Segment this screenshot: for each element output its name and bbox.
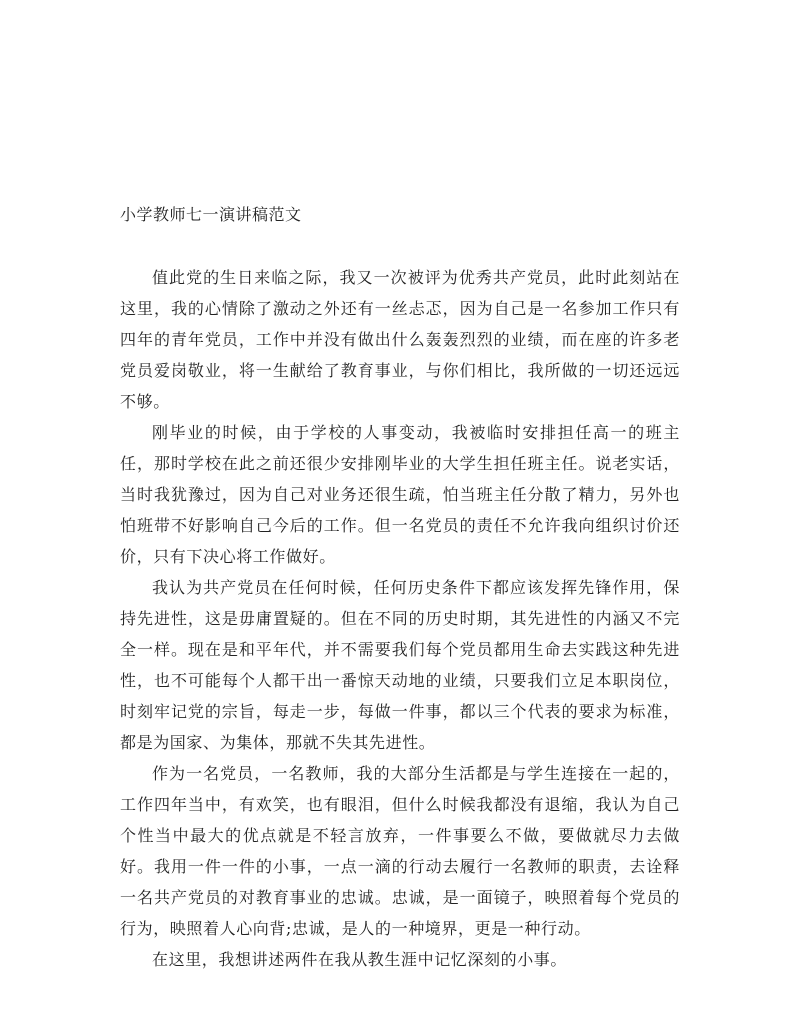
paragraph-3: 我认为共产党员在任何时候，任何历史条件下都应该发挥先锋作用，保持先进性，这是毋庸置疑的。但在不同的历史时期，其先进性的内涵又不完全一样。现在是和平年代，并不需要我们每个党员都用生命去实践这种先进性，也不可能每个人都干出一番惊天动地的业绩，只要我们立足本职岗位，时刻牢记党的宗旨，每走一步，每做一件事，都以三个代表的要求为标准，都是为国家、为集体，那就不失其先进性。 <box>120 578 680 752</box>
paragraph-1: 值此党的生日来临之际，我又一次被评为优秀共产党员，此时此刻站在这里，我的心情除了激动之外还有一丝忐忑，因为自己是一名参加工作只有四年的青年党员，工作中并没有做出什么轰轰烈烈的业绩，而在座的许多老党员爱岗敬业，将一生献给了教育事业，与你们相比，我所做的一切还远远不够。 <box>120 268 680 411</box>
document-title: 小学教师七一演讲稿范文 <box>120 205 302 224</box>
paragraph-4: 作为一名党员，一名教师，我的大部分生活都是与学生连接在一起的，工作四年当中，有欢笑，也有眼泪，但什么时候我都没有退缩，我认为自己个性当中最大的优点就是不轻言放弃，一件事要么不做，要做就尽力去做好。我用一件一件的小事，一点一滴的行动去履行一名教师的职责，去诠释一名共产党员的对教育事业的忠诚。忠诚，是一面镜子，映照着每个党员的行为，映照着人心向背;忠诚，是人的一种境界，更是一种行动。 <box>120 764 680 938</box>
document-body <box>120 262 680 975</box>
paragraph-2: 刚毕业的时候，由于学校的人事变动，我被临时安排担任高一的班主任，那时学校在此之前还很少安排刚毕业的大学生担任班主任。说老实话，当时我犹豫过，因为自己对业务还很生疏，怕当班主任分散了精力，另外也怕班带不好影响自己今后的工作。但一名党员的责任不允许我向组织讨价还价，只有下决心将工作做好。 <box>120 423 680 566</box>
paragraph-5: 在这里，我想讲述两件在我从教生涯中记忆深刻的小事。 <box>152 950 568 969</box>
